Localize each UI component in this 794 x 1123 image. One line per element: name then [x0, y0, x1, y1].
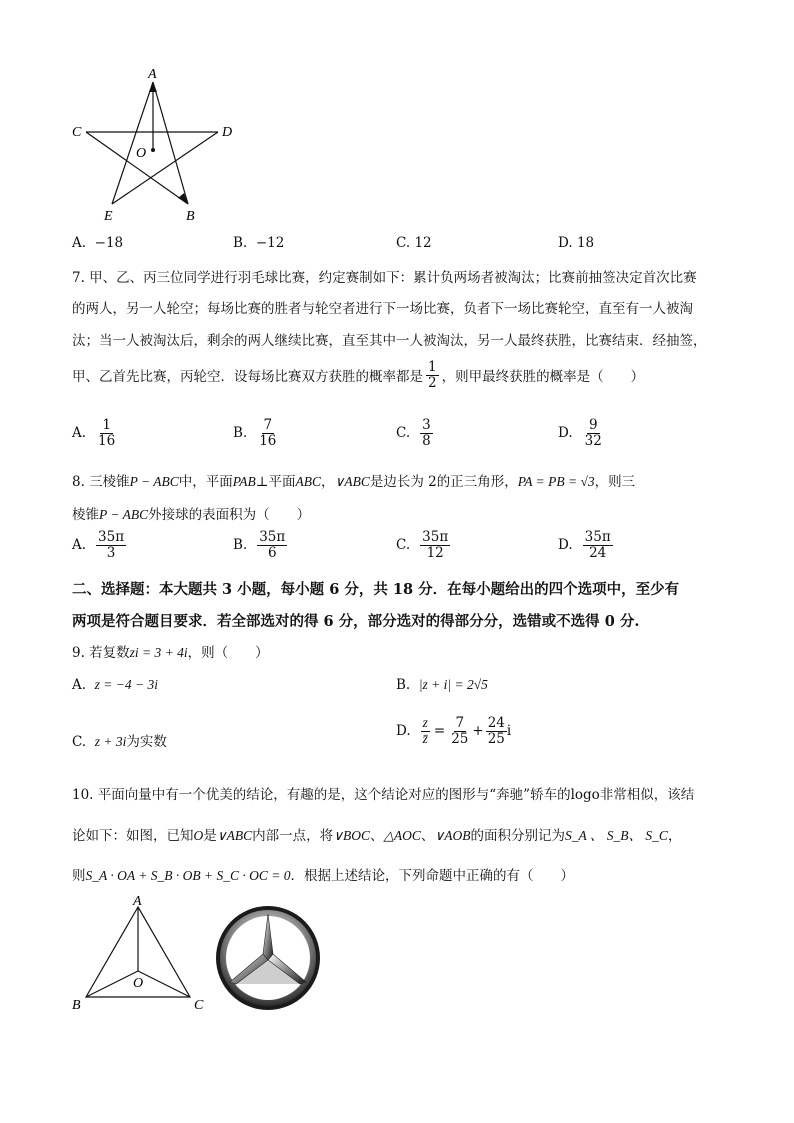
option-letter: A. — [72, 677, 87, 693]
numerator: 35π — [98, 529, 125, 545]
q10-line3 — [72, 864, 574, 884]
denominator: 2 — [428, 374, 437, 391]
fraction — [96, 418, 117, 449]
q10-line2 — [72, 824, 681, 844]
option-value: −12 — [255, 235, 285, 251]
imaginary-unit: i — [506, 723, 512, 740]
numerator: z — [422, 715, 428, 730]
option-letter: D. — [558, 235, 573, 251]
q8-line2 — [72, 503, 310, 523]
denominator: 8 — [422, 432, 431, 449]
triangle-figure — [66, 893, 216, 1018]
label-B: B — [72, 998, 81, 1013]
option-letter: A. — [72, 425, 87, 442]
label-C: C — [72, 125, 82, 140]
q9-option-b[interactable] — [396, 677, 488, 693]
text: ，则（ ） — [187, 645, 269, 661]
math: ∨ABC — [216, 828, 253, 843]
text: 棱锥 — [72, 507, 99, 523]
option-letter: B. — [233, 235, 248, 251]
q8-option-c[interactable] — [396, 530, 450, 561]
numerator: 24 — [487, 715, 505, 731]
option-letter: C. — [396, 425, 411, 442]
text: 、 — [370, 828, 384, 844]
text: 的面积分别记为 — [470, 828, 566, 844]
label-D: D — [222, 125, 233, 140]
fraction — [257, 530, 287, 561]
text: ， — [667, 828, 682, 844]
text: 则 — [72, 868, 86, 884]
text: 外接球的表面积为（ ） — [148, 507, 311, 523]
option-value: |z + i| = 2√5 — [418, 677, 488, 692]
option-value: 12 — [414, 235, 432, 251]
fraction — [486, 716, 507, 747]
q7-line4-pre: 甲、乙首先比赛，丙轮空．设每场比赛双方获胜的概率都是 — [72, 369, 423, 386]
denominator: 16 — [259, 432, 277, 449]
text: 9. 若复数 — [72, 645, 130, 661]
q7-option-c[interactable] — [396, 418, 433, 449]
math: ∨BOC — [333, 828, 371, 843]
q6-option-d[interactable] — [558, 235, 594, 251]
q7-line2: 的两人，另一人轮空；每场比赛的胜者与轮空者进行下一场比赛，负者下一场比赛轮空，直至有一人被淘 — [72, 301, 693, 317]
denominator: 6 — [267, 544, 277, 561]
fraction — [420, 530, 450, 561]
q6-option-c[interactable] — [396, 235, 432, 251]
label-A: A — [148, 67, 157, 82]
label-C: C — [194, 998, 204, 1013]
denominator: 25 — [451, 730, 469, 747]
numerator: 9 — [588, 417, 598, 433]
star-figure — [66, 62, 246, 230]
math: P − ABC — [99, 507, 149, 522]
numerator: 1 — [428, 359, 437, 375]
option-letter: B. — [233, 537, 248, 554]
denominator: 16 — [98, 432, 116, 449]
text: 是边长为 2的正三角形， — [369, 474, 518, 490]
numerator: 35π — [259, 529, 286, 545]
text: 、 — [420, 828, 435, 844]
option-text: 为实数 — [126, 734, 167, 750]
q6-option-b[interactable] — [233, 235, 284, 251]
text: 论如下：如图，已知 — [72, 828, 194, 844]
text: ⊥平面 — [255, 474, 296, 490]
label-O: O — [136, 146, 147, 161]
option-letter: B. — [233, 425, 248, 442]
math: PAB — [232, 474, 256, 489]
fraction — [257, 418, 278, 449]
text: 中，平面 — [178, 474, 233, 490]
fraction — [420, 418, 433, 449]
option-letter: A. — [72, 235, 87, 251]
fraction — [449, 716, 470, 747]
q10-line1: 10. 平面向量中有一个优美的结论，有趣的是，这个结论对应的图形与“奔驰”轿车的logo非常相似，该结 — [72, 787, 695, 803]
denominator: 3 — [106, 544, 116, 561]
option-value: z = −4 − 3i — [94, 677, 158, 692]
numerator: 35π — [422, 529, 449, 545]
q8-option-b[interactable] — [233, 530, 287, 561]
option-value: 18 — [576, 235, 595, 251]
section-heading-line2: 两项是符合题目要求．若全部选对的得 6 分，部分选对的得部分分，选错或不选得 0 分. — [72, 613, 640, 630]
denominator: 32 — [584, 432, 602, 449]
math: S_A 、 S_B、 S_C — [565, 828, 668, 843]
numerator: 35π — [584, 529, 611, 545]
math: zi = 3 + 4i — [129, 645, 188, 660]
option-math: z + 3i — [94, 734, 127, 749]
q9-option-c[interactable] — [72, 730, 167, 750]
equals: = — [433, 723, 446, 740]
text: 内部一点，将 — [252, 828, 334, 844]
math: P − ABC — [129, 474, 179, 489]
q7-line4 — [72, 360, 644, 391]
denominator: z̄ — [422, 730, 428, 746]
numerator: 7 — [263, 417, 273, 433]
q7-line4-post: ，则甲最终获胜的概率是（ ） — [441, 369, 645, 386]
q7-line1: 7. 甲、乙、丙三位同学进行羽毛球比赛，约定赛制如下：累计负两场者被淘汰；比赛前抽签决定首次比赛 — [72, 270, 697, 286]
q8-line1 — [72, 470, 635, 490]
car-logo-image — [214, 904, 322, 1012]
text: ，则三 — [594, 474, 636, 490]
text: 是 — [203, 828, 217, 844]
math: O — [193, 828, 204, 843]
option-letter: D. — [396, 723, 411, 740]
denominator: 25 — [487, 730, 505, 747]
q8-option-a[interactable] — [72, 530, 126, 561]
denominator: 12 — [426, 544, 444, 561]
fraction — [583, 418, 604, 449]
q7-option-d[interactable] — [558, 418, 604, 449]
math: ∨AOB — [434, 828, 471, 843]
math: S_A · OA + S_B · OB + S_C · OC = 0 — [85, 868, 291, 883]
label-O: O — [133, 976, 144, 991]
fraction — [421, 716, 430, 747]
q9-option-d[interactable] — [396, 716, 511, 747]
q9-stem — [72, 641, 269, 661]
math: PA = PB = √3 — [517, 474, 595, 489]
option-letter: D. — [558, 537, 573, 554]
numerator: 7 — [455, 715, 465, 731]
q6-option-a[interactable] — [72, 235, 123, 251]
numerator: 1 — [102, 417, 111, 433]
label-A: A — [133, 894, 142, 909]
option-letter: C. — [396, 537, 411, 554]
option-letter: C. — [72, 734, 87, 750]
option-letter: A. — [72, 537, 87, 554]
text: ， — [321, 474, 335, 490]
text: 8. 三棱锥 — [72, 474, 130, 490]
fraction — [583, 530, 613, 561]
denominator: 24 — [589, 544, 607, 561]
fraction — [96, 530, 126, 561]
option-value: −18 — [94, 235, 124, 251]
plus: + — [472, 723, 484, 740]
numerator: 3 — [422, 417, 431, 433]
math: ABC — [295, 474, 321, 489]
fraction — [426, 360, 439, 391]
q7-option-a[interactable] — [72, 418, 117, 449]
math: △AOC — [383, 828, 421, 843]
option-letter: B. — [396, 677, 411, 693]
option-letter: D. — [558, 425, 573, 442]
text: ．根据上述结论，下列命题中正确的有（ ） — [290, 868, 574, 884]
label-E: E — [104, 209, 113, 224]
math: ∨ABC — [334, 474, 370, 489]
q8-option-d[interactable] — [558, 530, 613, 561]
option-letter: C. — [396, 235, 411, 251]
label-B: B — [186, 209, 195, 224]
q7-option-b[interactable] — [233, 418, 278, 449]
section-heading-line1: 二、选择题：本大题共 3 小题，每小题 6 分，共 18 分．在每小题给出的四个选项中，至少有 — [72, 581, 680, 598]
q9-option-a[interactable] — [72, 677, 158, 693]
q7-line3: 汰；当一人被淘汰后，剩余的两人继续比赛，直至其中一人被淘汰，另一人最终获胜，比赛结束．经抽签， — [72, 333, 707, 349]
